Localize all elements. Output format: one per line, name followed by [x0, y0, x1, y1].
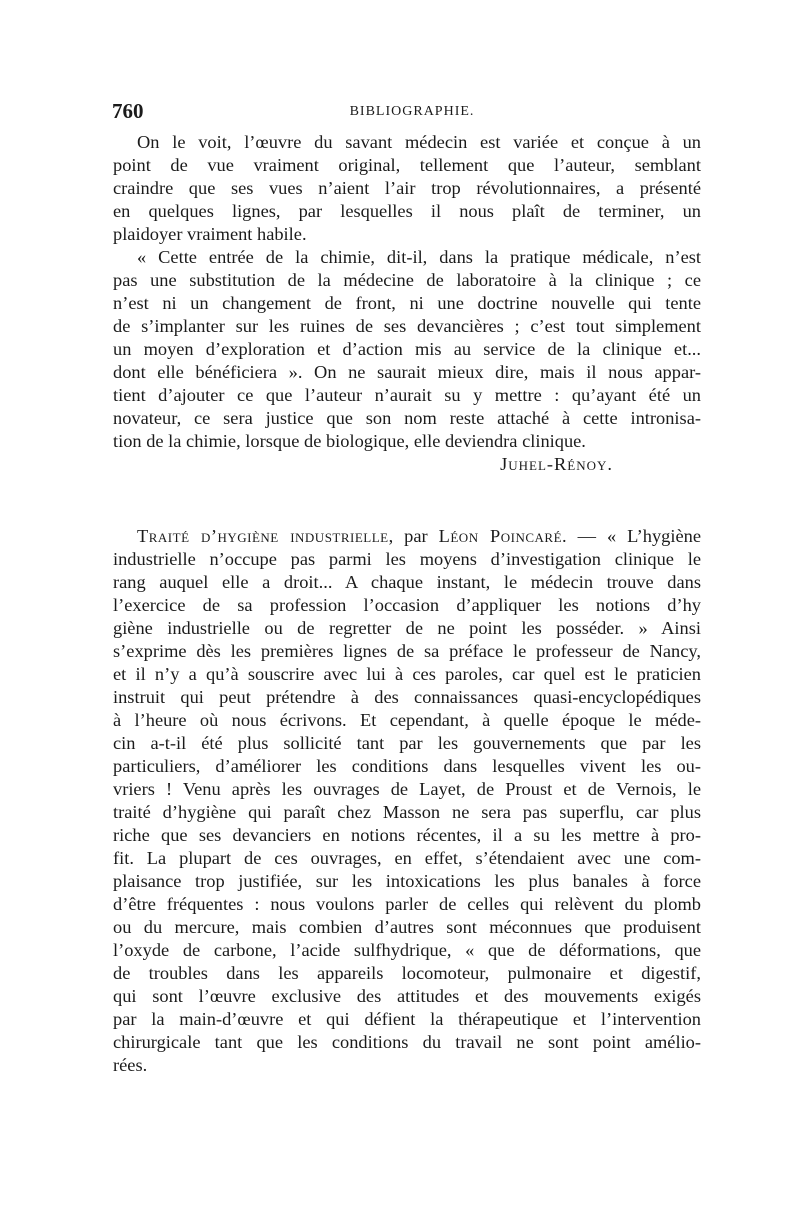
- body-text: [113, 131, 701, 1077]
- text-line: dont elle bénéficiera ». On ne saurait mieux dire, mais il nous appar-: [113, 362, 701, 382]
- text-line: rang auquel elle a droit... A chaque instant, le médecin trouve dans: [113, 572, 701, 592]
- review-poincare: [113, 525, 701, 1077]
- review-signature: Juhel-Rénoy.: [500, 454, 613, 474]
- text-line: par la main-d’œuvre et qui défient la thérapeutique et l’intervention: [113, 1009, 701, 1029]
- text-line: point de vue vraiment original, tellement que l’auteur, semblant: [113, 155, 701, 175]
- text-line: On le voit, l’œuvre du savant médecin est variée et conçue à un: [137, 132, 701, 152]
- text-line: ou du mercure, mais combien d’autres sont méconnues que produisent: [113, 917, 701, 937]
- text-line: traité d’hygiène qui paraît chez Masson ne sera pas superflu, car plus: [113, 802, 701, 822]
- text-line: instruit qui peut prétendre à des connaissances quasi-encyclopédiques: [113, 687, 701, 707]
- text-line: plaidoyer vraiment habile.: [113, 224, 307, 244]
- text-line: giène industrielle ou de regretter de ne point les posséder. » Ainsi: [113, 618, 701, 638]
- page-header: [112, 99, 692, 123]
- text-line: craindre que ses vues n’aient l’air trop révolutionnaires, a présenté: [113, 178, 701, 198]
- text-line: de s’implanter sur les ruines de ses devancières ; c’est tout simplement: [113, 316, 701, 336]
- text-line: cin a-t-il été plus sollicité tant par les gouvernements que par les: [113, 733, 701, 753]
- text-line: d’être fréquentes : nous voulons parler de celles qui relèvent du plomb: [113, 894, 701, 914]
- review-author: Léon Poincaré: [438, 526, 563, 546]
- text-line: n’est ni un changement de front, ni une doctrine nouvelle qui tente: [113, 293, 701, 313]
- text-line: pas une substitution de la médecine de laboratoire à la clinique ; ce: [113, 270, 701, 290]
- text-line: novateur, ce sera justice que son nom reste attaché à cette intronisa-: [113, 408, 701, 428]
- page-number: 760: [112, 99, 144, 123]
- text-line: s’exprime dès les premières lignes de sa préface le professeur de Nancy,: [113, 641, 701, 661]
- text-line: un moyen d’exploration et d’action mis au service de la clinique et...: [113, 339, 701, 359]
- text-line: tient d’ajouter ce que l’auteur n’aurait su y mettre : qu’ayant été un: [113, 385, 701, 405]
- text-line: et il n’y a qu’à souscrire avec lui à ces paroles, car quel est le praticien: [113, 664, 701, 684]
- text-line: tion de la chimie, lorsque de biologique, elle deviendra clinique.: [113, 431, 586, 451]
- text-line: « Cette entrée de la chimie, dit-il, dans la pratique médicale, n’est: [137, 247, 701, 267]
- text-line: riche que ses devanciers en notions récentes, il a su les mettre à pro-: [113, 825, 701, 845]
- text-line: plaisance trop justifiée, sur les intoxications les plus banales à force: [113, 871, 701, 891]
- text-line: fit. La plupart de ces ouvrages, en effet, s’étendaient avec une com-: [113, 848, 701, 868]
- text-line: qui sont l’œuvre exclusive des attitudes et des mouvements exigés: [113, 986, 701, 1006]
- text-line: en quelques lignes, par lesquelles il nous plaît de terminer, un: [113, 201, 701, 221]
- review-first-line: [113, 525, 701, 548]
- text-line: à l’heure où nous écrivons. Et cependant, à quelle époque le méde-: [113, 710, 701, 730]
- text-line: chirurgicale tant que les conditions du travail ne sont point amélio-: [113, 1032, 701, 1052]
- text-line: l’oxyde de carbone, l’acide sulfhydrique, « que de déformations, que: [113, 940, 701, 960]
- review-by: , par: [388, 526, 439, 546]
- section-gap: [113, 476, 701, 525]
- text-line: industrielle n’occupe pas parmi les moyens d’investigation clinique le: [113, 549, 701, 569]
- paragraph-2: [113, 246, 701, 453]
- text-line: l’exercice de sa profession l’occasion d’appliquer les notions d’hy: [113, 595, 701, 615]
- text-line: de troubles dans les appareils locomoteur, pulmonaire et digestif,: [113, 963, 701, 983]
- running-title: BIBLIOGRAPHIE.: [349, 104, 475, 119]
- review-first-line-rest: . — « L’hygiène: [562, 526, 701, 546]
- text-line: particuliers, d’améliorer les conditions dans lesquelles vivent les ou-: [113, 756, 701, 776]
- paragraph-1: [113, 131, 701, 246]
- review-book-title: Traité d’hygiène industrielle: [137, 526, 389, 546]
- text-line: rées.: [113, 1055, 148, 1075]
- text-line: vriers ! Venu après les ouvrages de Layet, de Proust et de Vernois, le: [113, 779, 701, 799]
